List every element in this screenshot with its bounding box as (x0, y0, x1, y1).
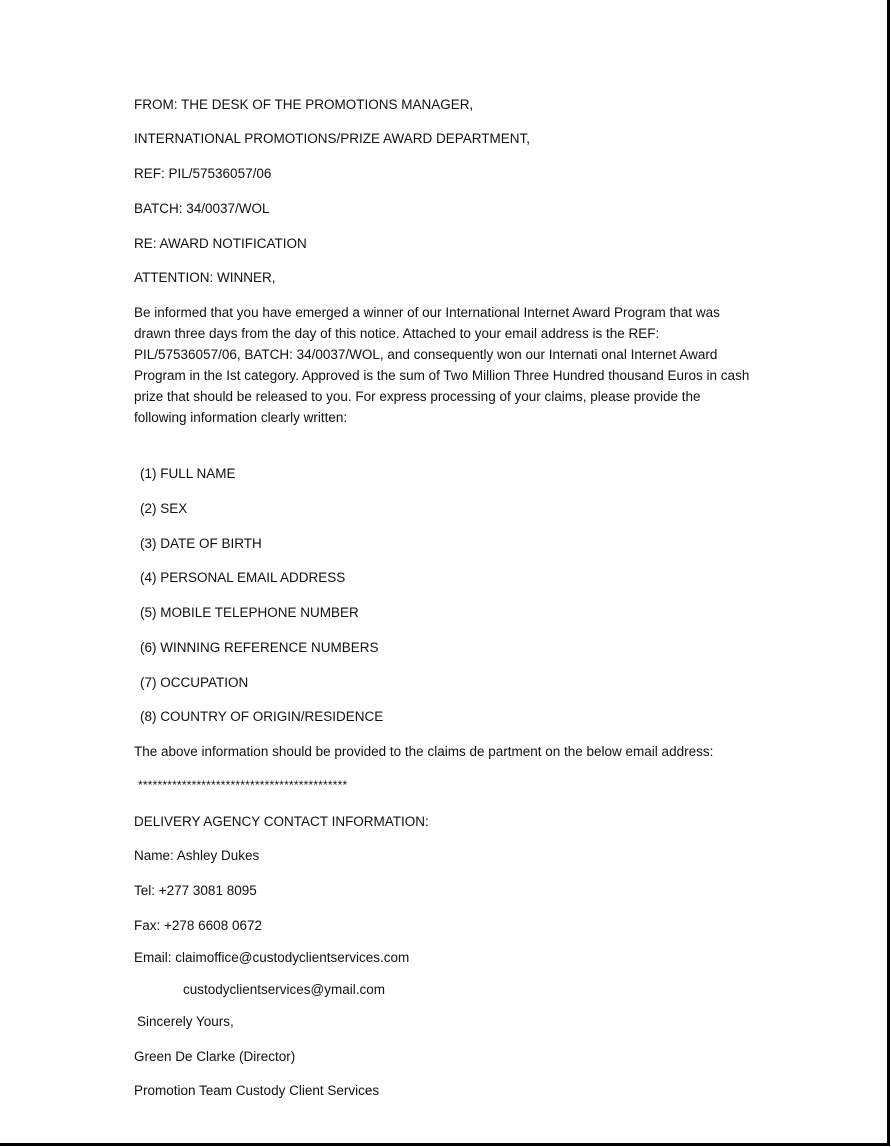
asterisk-separator: ******************************************* (138, 778, 348, 792)
list-item: (6) WINNING REFERENCE NUMBERS (140, 640, 379, 655)
ref-line: REF: PIL/57536057/06 (134, 166, 272, 181)
team-line: Promotion Team Custody Client Services (134, 1083, 380, 1098)
list-item: (3) DATE OF BIRTH (140, 536, 262, 551)
body-paragraph: Be informed that you have emerged a winner of our International Internet Award Program that was drawn three days from the day of this notice. Attached to your email address is the REF: PIL/57536057/06, BATCH: 34/0037/WOL, and consequently won our Internati onal Internet Award Program in the Ist category. Approved is the sum of Two Million Three Hundred thousand Euros in cash prize that should be released to you. For express processing of your claims, please provide the following information clearly written: (134, 305, 750, 425)
from-line: FROM: THE DESK OF THE PROMOTIONS MANAGER, (134, 97, 474, 112)
list-item: (4) PERSONAL EMAIL ADDRESS (140, 570, 346, 585)
contact-tel: Tel: +277 3081 8095 (134, 883, 257, 898)
instruction-line: The above information should be provided to the claims de partment on the below email address: (134, 744, 714, 759)
list-item: (7) OCCUPATION (140, 675, 249, 690)
contact-email: Email: claimoffice@custodyclientservices.com (134, 950, 410, 965)
list-item: (8) COUNTRY OF ORIGIN/RESIDENCE (140, 709, 384, 724)
contact-fax: Fax: +278 6608 0672 (134, 918, 262, 933)
contact-name: Name: Ashley Dukes (134, 848, 260, 863)
contact-email-secondary: custodyclientservices@ymail.com (183, 982, 386, 997)
re-line: RE: AWARD NOTIFICATION (134, 236, 307, 251)
department-line: INTERNATIONAL PROMOTIONS/PRIZE AWARD DEPARTMENT, (134, 131, 531, 146)
batch-line: BATCH: 34/0037/WOL (134, 201, 270, 216)
contact-heading: DELIVERY AGENCY CONTACT INFORMATION: (134, 814, 429, 829)
list-item: (5) MOBILE TELEPHONE NUMBER (140, 605, 359, 620)
list-item: (1) FULL NAME (140, 466, 236, 481)
closing-salutation: Sincerely Yours, (137, 1014, 234, 1029)
list-item: (2) SEX (140, 501, 188, 516)
signatory-line: Green De Clarke (Director) (134, 1049, 296, 1064)
attention-line: ATTENTION: WINNER, (134, 270, 276, 285)
